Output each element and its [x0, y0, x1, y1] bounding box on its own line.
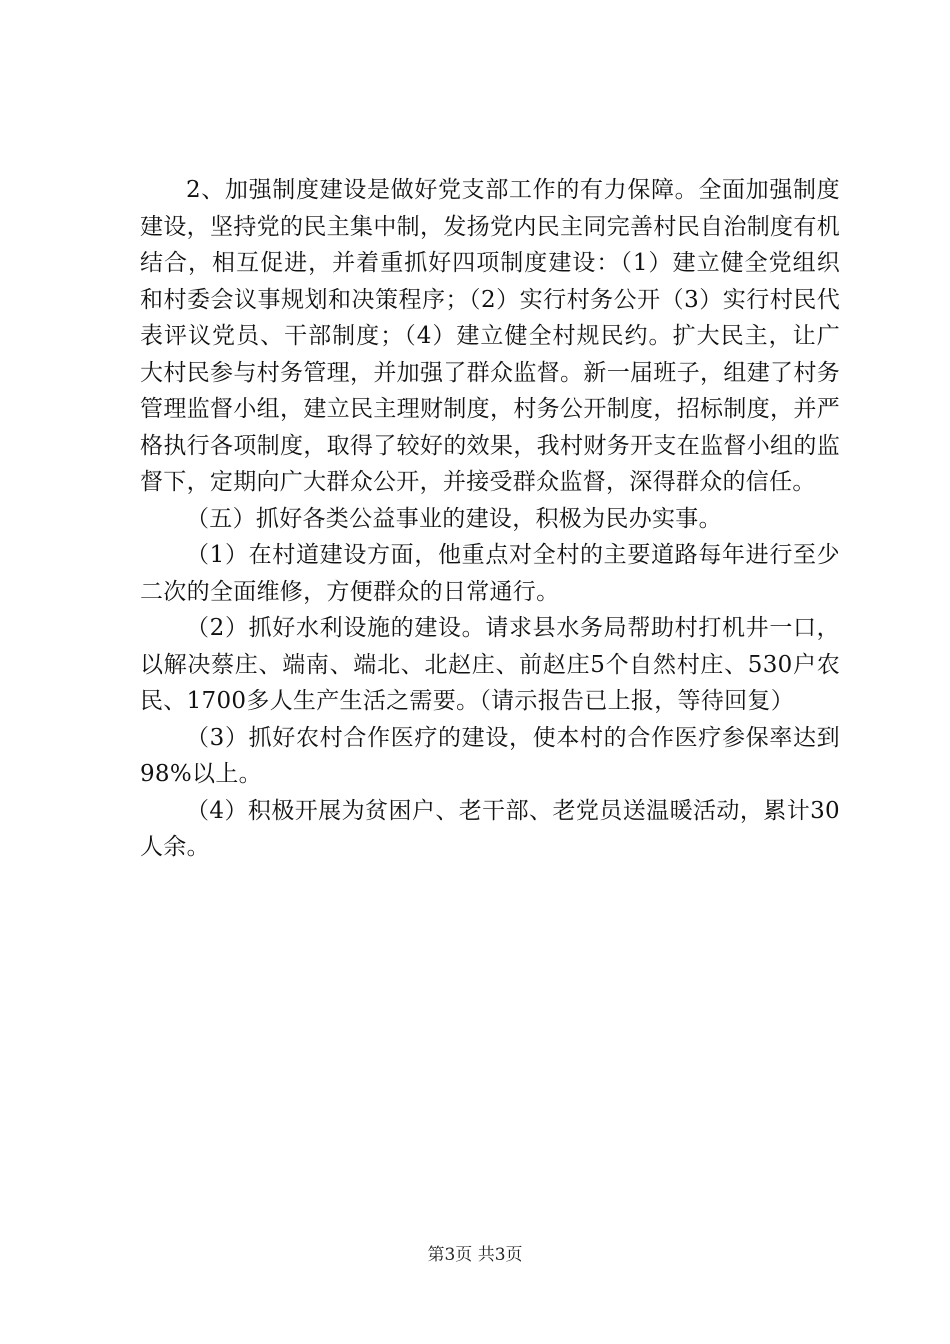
paragraph-warmth-activities: （4）积极开展为贫困户、老干部、老党员送温暖活动，累计30人余。: [140, 797, 840, 860]
page-number-footer: 第3页 共3页: [427, 1245, 523, 1265]
paragraph-village-roads: （1）在村道建设方面，他重点对全村的主要道路每年进行至少二次的全面维修，方便群众的日常通行。: [140, 542, 840, 605]
paragraph-cooperative-medical: （3）抓好农村合作医疗的建设，使本村的合作医疗参保率达到98%以上。: [140, 724, 840, 787]
paragraph-institution-building: 2、加强制度建设是做好党支部工作的有力保障。全面加强制度建设，坚持党的民主集中制，发扬党内民主同完善村民自治制度有机结合，相互促进，并着重抓好四项制度建设：（1）建立健全党组织和村委会议事规划和决策程序；（2）实行村务公开（3）实行村民代表评议党员、干部制度；（4）建立健全村规民约。扩大民主，让广大村民参与村务管理，并加强了群众监督。新一届班子，组建了村务管理监督小组，建立民主理财制度，村务公开制度，招标制度，并严格执行各项制度，取得了较好的效果，我村财务开支在监督小组的监督下，定期向广大群众公开，并接受群众监督，深得群众的信任。: [140, 177, 840, 495]
paragraph-water-conservancy: （2）抓好水利设施的建设。请求县水务局帮助村打机井一口，以解决蔡庄、端南、端北、北赵庄、前赵庄5个自然村庄、530户农民、1700多人生产生活之需要。（请示报告已上报，等待回复）: [140, 615, 840, 714]
paragraph-public-welfare-heading: （五）抓好各类公益事业的建设，积极为民办实事。: [186, 505, 722, 532]
document-body: [140, 172, 840, 866]
